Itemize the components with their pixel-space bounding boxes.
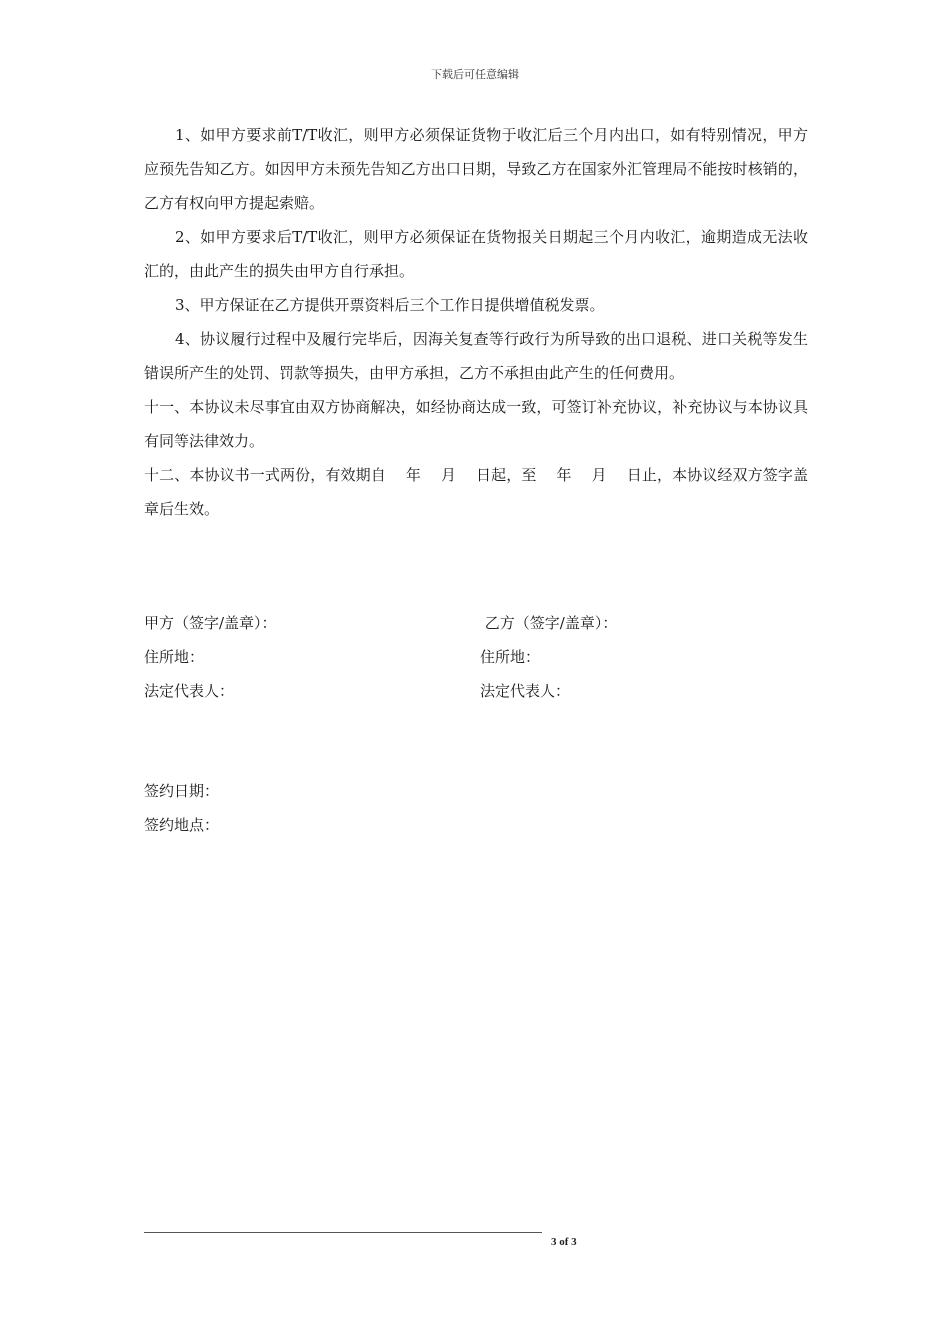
address-row (144, 640, 808, 674)
agreement-body (144, 118, 808, 526)
clause-2: 2、如甲方要求后T/T收汇，则甲方必须保证在货物报关日期起三个月内收汇，逾期造成无法收汇的，由此产生的损失由甲方自行承担。 (144, 228, 808, 280)
party-b-address-label: 住所地： (480, 648, 541, 666)
signature-block (144, 606, 808, 708)
article-11: 十一、本协议未尽事宜由双方协商解决，如经协商达成一致，可签订补充协议，补充协议与本协议具有同等法律效力。 (144, 398, 808, 450)
signature-row (144, 606, 808, 640)
signing-info (144, 774, 808, 842)
page-number: 3 of 3 (551, 1236, 577, 1248)
party-a-representative-label: 法定代表人： (144, 682, 235, 700)
representative-row (144, 674, 808, 708)
clause-1: 1、如甲方要求前T/T收汇，则甲方必须保证货物于收汇后三个月内出口，如有特别情况，甲方应预先告知乙方。如因甲方未预先告知乙方出口日期，导致乙方在国家外汇管理局不能按时核销的，乙方有权向甲方提起索赔。 (144, 126, 808, 212)
clause-3: 3、甲方保证在乙方提供开票资料后三个工作日提供增值税发票。 (175, 296, 605, 314)
party-b-signature-label: 乙方（签字/盖章）： (480, 614, 618, 632)
party-b-representative-label: 法定代表人： (480, 682, 571, 700)
header-note: 下载后可任意编辑 (431, 68, 519, 81)
signing-date-label: 签约日期： (144, 782, 220, 800)
article-12: 十二、本协议书一式两份，有效期自 年 月 日起，至 年 月 日止，本协议经双方签字盖章后生效。 (144, 466, 808, 518)
signing-place-label: 签约地点： (144, 816, 220, 834)
clause-4: 4、协议履行过程中及履行完毕后，因海关复查等行政行为所导致的出口退税、进口关税等发生错误所产生的处罚、罚款等损失，由甲方承担，乙方不承担由此产生的任何费用。 (144, 330, 808, 382)
footer-divider (144, 1232, 542, 1233)
party-a-signature-label: 甲方（签字/盖章）： (144, 614, 277, 632)
party-a-address-label: 住所地： (144, 648, 205, 666)
